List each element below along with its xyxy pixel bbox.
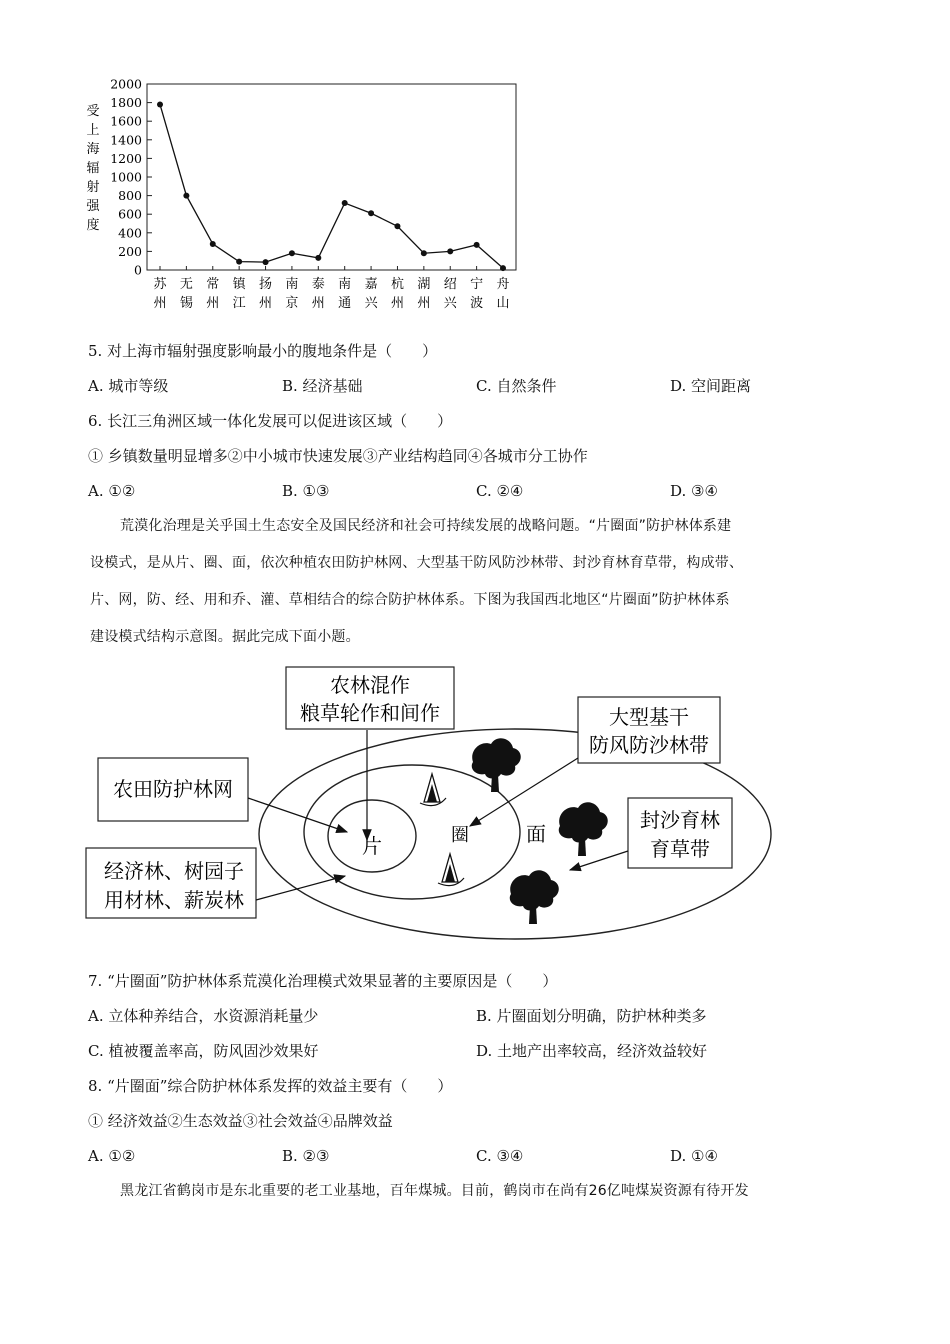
y-tick-label: 0 bbox=[134, 262, 142, 278]
y-axis-label-char: 上 bbox=[86, 123, 100, 138]
arrow-bottom-left-to-quan bbox=[256, 876, 345, 900]
q5-option-b[interactable]: B. 经济基础 bbox=[282, 377, 363, 395]
x-tick-label-top: 嘉 bbox=[364, 277, 378, 292]
y-axis-label bbox=[86, 104, 100, 233]
plot-frame bbox=[147, 84, 516, 270]
passage1-line2: 设模式，是从片、圈、面，依次种植农田防护林网、大型基干防风防沙林带、封沙育林育草带，构成带、 bbox=[90, 555, 744, 571]
box-right-top-line2: 防风防沙林带 bbox=[589, 733, 709, 757]
y-tick-label: 600 bbox=[118, 206, 142, 222]
q5-option-c[interactable]: C. 自然条件 bbox=[476, 377, 557, 395]
x-tick-label-top: 杭 bbox=[390, 277, 404, 292]
box-right-mid-line2: 育草带 bbox=[650, 837, 710, 861]
q5-stem: 5. 对上海市辐射强度影响最小的腹地条件是（ ） bbox=[88, 342, 438, 360]
q6-stem: 6. 长江三角洲区域一体化发展可以促进该区域（ ） bbox=[88, 412, 453, 430]
y-tick-label: 1400 bbox=[110, 132, 142, 148]
y-tick-label: 2000 bbox=[110, 76, 142, 92]
y-axis-label-char: 强 bbox=[86, 199, 100, 214]
data-point bbox=[500, 265, 506, 271]
x-tick-label-bottom: 兴 bbox=[443, 296, 457, 311]
x-tick-label-top: 南 bbox=[338, 277, 352, 292]
data-point bbox=[210, 241, 216, 247]
y-axis-label-char: 海 bbox=[86, 142, 100, 157]
box-bottom-left-line2: 用材林、薪炭林 bbox=[104, 888, 244, 912]
y-tick-label: 1000 bbox=[110, 169, 142, 185]
x-tick-label-top: 湖 bbox=[417, 277, 431, 292]
q6-option-b[interactable]: B. ①③ bbox=[282, 482, 330, 500]
data-point bbox=[236, 259, 242, 265]
q7-option-c[interactable]: C. 植被覆盖率高，防风固沙效果好 bbox=[88, 1042, 319, 1060]
y-tick-label: 400 bbox=[118, 225, 142, 241]
q8-option-d[interactable]: D. ①④ bbox=[670, 1147, 718, 1165]
x-tick-label-bottom: 通 bbox=[338, 296, 352, 311]
data-point bbox=[394, 223, 400, 229]
y-axis-label-char: 射 bbox=[86, 180, 100, 195]
q7-option-a[interactable]: A. 立体种养结合，水资源消耗量少 bbox=[88, 1007, 319, 1025]
y-tick-label: 1200 bbox=[110, 150, 142, 166]
x-tick-label-bottom: 江 bbox=[232, 296, 246, 311]
data-point bbox=[368, 210, 374, 216]
box-left-text: 农田防护林网 bbox=[113, 777, 233, 801]
q8-option-b[interactable]: B. ②③ bbox=[282, 1147, 330, 1165]
label-pian: 片 bbox=[362, 834, 382, 858]
x-tick-label-bottom: 州 bbox=[417, 296, 431, 311]
x-tick-label-top: 舟 bbox=[496, 277, 510, 292]
q5-option-d[interactable]: D. 空间距离 bbox=[670, 377, 752, 395]
radiation-line-chart bbox=[80, 75, 530, 315]
y-axis-label-char: 受 bbox=[86, 104, 100, 119]
x-tick-label-bottom: 州 bbox=[311, 296, 325, 311]
q7-option-d[interactable]: D. 土地产出率较高，经济效益较好 bbox=[476, 1042, 708, 1060]
x-tick-label-top: 宁 bbox=[470, 277, 484, 292]
x-tick-label-top: 扬 bbox=[259, 277, 273, 292]
x-tick-label-bottom: 锡 bbox=[179, 296, 193, 311]
y-tick-label: 1600 bbox=[110, 113, 142, 129]
x-tick-label-bottom: 京 bbox=[285, 296, 299, 311]
passage1-line1: 荒漠化治理是关乎国土生态安全及国民经济和社会可持续发展的战略问题。“片圈面”防护林体系建 bbox=[120, 518, 732, 534]
x-tick-label-top: 泰 bbox=[311, 277, 325, 292]
y-tick-label: 200 bbox=[118, 243, 142, 259]
shrub-icon bbox=[420, 774, 446, 806]
x-tick-label-bottom: 州 bbox=[390, 296, 404, 311]
x-tick-label-top: 镇 bbox=[232, 277, 246, 292]
q7-option-b[interactable]: B. 片圈面划分明确，防护林种类多 bbox=[476, 1007, 707, 1025]
q8-option-c[interactable]: C. ③④ bbox=[476, 1147, 524, 1165]
shelterbelt-diagram-svg bbox=[0, 660, 950, 950]
radiation-chart bbox=[80, 75, 530, 315]
data-point bbox=[289, 250, 295, 256]
data-point bbox=[447, 248, 453, 254]
data-point bbox=[263, 259, 269, 265]
q8-stem: 8. “片圈面”综合防护林体系发挥的效益主要有（ ） bbox=[88, 1077, 453, 1095]
q6-items: ① 乡镇数量明显增多②中小城市快速发展③产业结构趋同④各城市分工协作 bbox=[88, 447, 588, 465]
x-tick-label-bottom: 山 bbox=[496, 296, 510, 311]
x-tick-label-top: 南 bbox=[285, 277, 299, 292]
data-point bbox=[474, 242, 480, 248]
data-point bbox=[315, 255, 321, 261]
tree-icon bbox=[559, 802, 608, 856]
y-tick-label: 1800 bbox=[110, 95, 142, 111]
q5-option-a[interactable]: A. 城市等级 bbox=[88, 377, 169, 395]
q8-items: ① 经济效益②生态效益③社会效益④品牌效益 bbox=[88, 1112, 393, 1130]
x-tick-label-bottom: 州 bbox=[153, 296, 167, 311]
y-tick-label: 800 bbox=[118, 188, 142, 204]
passage1-line3: 片、网，防、经、用和乔、灌、草相结合的综合防护林体系。下图为我国西北地区“片圈面”防护林体系 bbox=[90, 592, 730, 608]
label-mian: 面 bbox=[526, 822, 546, 846]
y-axis-label-char: 度 bbox=[86, 218, 100, 233]
q7-stem: 7. “片圈面”防护林体系荒漠化治理模式效果显著的主要原因是（ ） bbox=[88, 972, 558, 990]
passage1-line4: 建设模式结构示意图。据此完成下面小题。 bbox=[90, 629, 360, 645]
box-right-mid-line1: 封沙育林 bbox=[640, 808, 720, 832]
q6-option-a[interactable]: A. ①② bbox=[88, 482, 136, 500]
passage2-line1: 黑龙江省鹤岗市是东北重要的老工业基地，百年煤城。目前，鹤岗市在尚有26亿吨煤炭资源有待开发 bbox=[120, 1183, 749, 1199]
x-tick-label-top: 无 bbox=[179, 277, 193, 292]
q6-option-c[interactable]: C. ②④ bbox=[476, 482, 524, 500]
tree-icon bbox=[510, 870, 559, 924]
y-axis-label-char: 辐 bbox=[86, 161, 100, 176]
x-tick-label-top: 绍 bbox=[443, 277, 457, 292]
x-tick-label-top: 苏 bbox=[153, 277, 167, 292]
data-point bbox=[157, 101, 163, 107]
box-right-top-line1: 大型基干 bbox=[609, 705, 689, 729]
tree-icon bbox=[472, 738, 521, 792]
data-point bbox=[183, 193, 189, 199]
data-point bbox=[342, 200, 348, 206]
q8-option-a[interactable]: A. ①② bbox=[88, 1147, 136, 1165]
shrub-icon bbox=[438, 854, 464, 886]
label-quan: 圈 bbox=[451, 825, 469, 846]
box-top-line2: 粮草轮作和间作 bbox=[300, 701, 440, 725]
q6-option-d[interactable]: D. ③④ bbox=[670, 482, 718, 500]
x-tick-label-bottom: 州 bbox=[206, 296, 220, 311]
x-tick-label-bottom: 州 bbox=[259, 296, 273, 311]
x-tick-label-bottom: 波 bbox=[470, 296, 484, 311]
box-top-line1: 农林混作 bbox=[330, 673, 410, 697]
x-tick-label-top: 常 bbox=[206, 277, 220, 292]
x-tick-label-bottom: 兴 bbox=[364, 296, 378, 311]
box-bottom-left-line1: 经济林、树园子 bbox=[104, 859, 244, 883]
shelterbelt-diagram bbox=[0, 660, 950, 950]
data-point bbox=[421, 250, 427, 256]
